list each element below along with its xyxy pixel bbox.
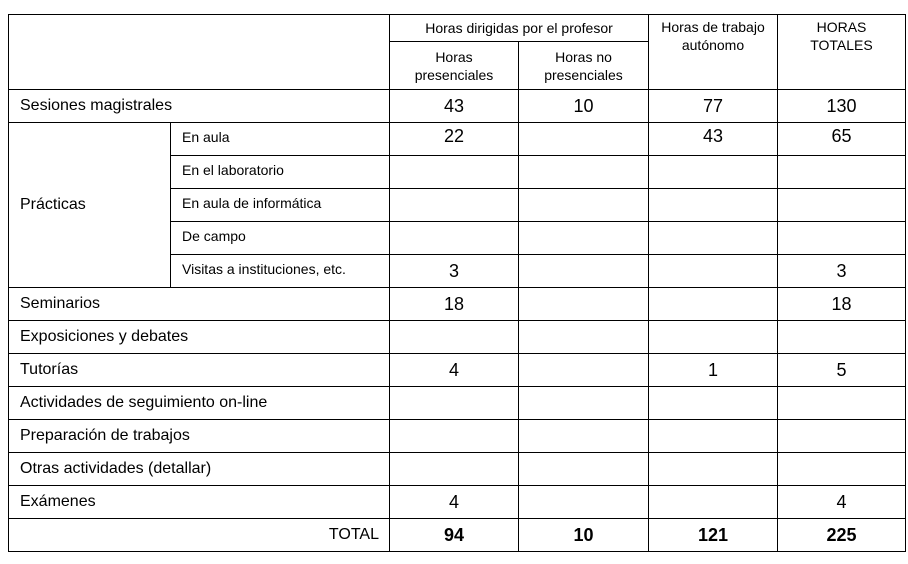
cell-no-presenciales <box>519 156 649 189</box>
row-label: Sesiones magistrales <box>9 90 390 123</box>
row-seminarios <box>9 288 906 321</box>
cell-autonomo: 1 <box>649 354 778 387</box>
header-empty-cell <box>9 15 390 90</box>
cell-totales: 130 <box>778 90 906 123</box>
cell-autonomo <box>649 189 778 222</box>
cell-totales: 3 <box>778 255 906 288</box>
header-row-1 <box>9 15 906 42</box>
cell-autonomo <box>649 156 778 189</box>
cell-no-presenciales <box>519 255 649 288</box>
header-autonomo: Horas de trabajo autónomo <box>649 15 778 90</box>
header-no-presenciales: Horas no presenciales <box>519 42 649 90</box>
cell-no-presenciales <box>519 288 649 321</box>
row-otras <box>9 453 906 486</box>
row-en-aula <box>9 123 906 156</box>
row-sesiones <box>9 90 906 123</box>
cell-no-presenciales <box>519 387 649 420</box>
cell-presenciales <box>390 321 519 354</box>
total-autonomo: 121 <box>649 519 778 552</box>
cell-autonomo <box>649 387 778 420</box>
row-label: En aula de informática <box>171 189 390 222</box>
row-examenes <box>9 486 906 519</box>
header-totales: HORAS TOTALES <box>778 15 906 90</box>
cell-totales <box>778 189 906 222</box>
row-label: Exposiciones y debates <box>9 321 390 354</box>
cell-no-presenciales <box>519 354 649 387</box>
cell-presenciales <box>390 222 519 255</box>
cell-totales: 4 <box>778 486 906 519</box>
cell-autonomo: 43 <box>649 123 778 156</box>
cell-presenciales <box>390 420 519 453</box>
row-total <box>9 519 906 552</box>
cell-no-presenciales <box>519 486 649 519</box>
cell-autonomo <box>649 255 778 288</box>
total-presenciales: 94 <box>390 519 519 552</box>
cell-totales <box>778 453 906 486</box>
row-seguimiento <box>9 387 906 420</box>
cell-autonomo <box>649 453 778 486</box>
row-label: Visitas a instituciones, etc. <box>171 255 390 288</box>
cell-autonomo <box>649 420 778 453</box>
cell-autonomo: 77 <box>649 90 778 123</box>
cell-presenciales: 43 <box>390 90 519 123</box>
row-tutorias <box>9 354 906 387</box>
cell-totales: 5 <box>778 354 906 387</box>
row-label: Tutorías <box>9 354 390 387</box>
cell-totales: 18 <box>778 288 906 321</box>
cell-presenciales: 3 <box>390 255 519 288</box>
cell-no-presenciales <box>519 420 649 453</box>
cell-totales <box>778 321 906 354</box>
row-exposiciones <box>9 321 906 354</box>
cell-no-presenciales <box>519 222 649 255</box>
total-label: TOTAL <box>9 519 390 552</box>
cell-presenciales <box>390 387 519 420</box>
cell-autonomo <box>649 288 778 321</box>
cell-totales <box>778 222 906 255</box>
cell-totales <box>778 420 906 453</box>
cell-no-presenciales <box>519 321 649 354</box>
hours-table <box>8 14 906 552</box>
header-presenciales: Horas presenciales <box>390 42 519 90</box>
cell-presenciales <box>390 156 519 189</box>
row-label: Exámenes <box>9 486 390 519</box>
row-label: Seminarios <box>9 288 390 321</box>
row-label: En el laboratorio <box>171 156 390 189</box>
row-label: De campo <box>171 222 390 255</box>
cell-presenciales <box>390 453 519 486</box>
practicas-label: Prácticas <box>9 123 171 288</box>
cell-autonomo <box>649 222 778 255</box>
row-label: Otras actividades (detallar) <box>9 453 390 486</box>
cell-presenciales <box>390 189 519 222</box>
row-label: Actividades de seguimiento on-line <box>9 387 390 420</box>
row-trabajos <box>9 420 906 453</box>
row-label: En aula <box>171 123 390 156</box>
cell-presenciales: 4 <box>390 486 519 519</box>
cell-autonomo <box>649 486 778 519</box>
cell-no-presenciales: 10 <box>519 90 649 123</box>
cell-presenciales: 4 <box>390 354 519 387</box>
cell-autonomo <box>649 321 778 354</box>
total-no-presenciales: 10 <box>519 519 649 552</box>
cell-no-presenciales <box>519 453 649 486</box>
total-totales: 225 <box>778 519 906 552</box>
row-label: Preparación de trabajos <box>9 420 390 453</box>
cell-totales: 65 <box>778 123 906 156</box>
header-group-directed: Horas dirigidas por el profesor <box>390 15 649 42</box>
cell-totales <box>778 156 906 189</box>
cell-totales <box>778 387 906 420</box>
cell-presenciales: 22 <box>390 123 519 156</box>
cell-no-presenciales <box>519 123 649 156</box>
cell-presenciales: 18 <box>390 288 519 321</box>
cell-no-presenciales <box>519 189 649 222</box>
